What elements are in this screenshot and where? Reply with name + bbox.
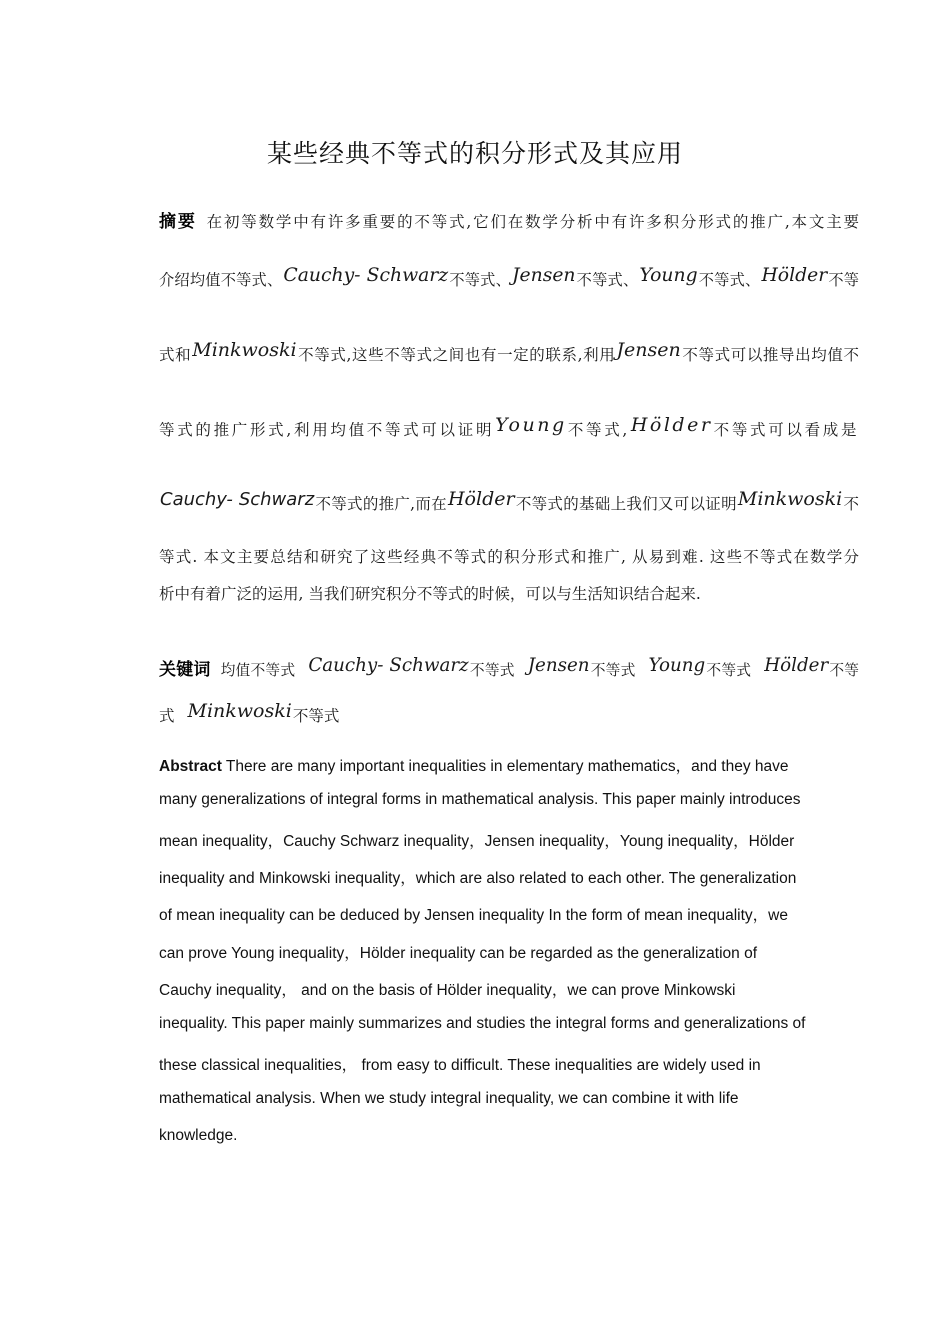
abstract-cn-heading: 摘要 <box>159 212 197 232</box>
math-holder: Hölder <box>447 488 515 510</box>
keywords-heading: 关键词 <box>159 660 211 680</box>
abstract-en-line-7: Cauchy inequality， and on the basis of Hölder inequality，we can prove Minkowski <box>159 982 736 999</box>
text: 在初等数学中有许多重要的不等式,它们在数学分析中有许多积分形式的推广,本文主要 <box>206 213 860 231</box>
abstract-en-heading: Abstract <box>159 758 222 775</box>
math-holder: Hölder <box>761 265 828 286</box>
abstract-cn-line-2 <box>159 265 860 290</box>
math-cauchy-schwarz: Cauchy- Schwarz <box>308 655 469 676</box>
abstract-en-line-4: inequality and Minkowski inequality，which are also related to each other. The generalization <box>159 870 797 887</box>
text: 不等式、 <box>576 271 639 289</box>
text: 不等式可以看成是 <box>713 421 859 439</box>
abstract-cn-line-5 <box>159 488 859 514</box>
math-young: Young <box>639 265 698 286</box>
abstract-en-line-11: knowledge. <box>159 1127 238 1144</box>
abstract-en-line-6: can prove Young inequality，Hölder inequality can be regarded as the generalization of <box>159 945 758 962</box>
abstract-cn-line-1 <box>159 207 859 232</box>
math-holder: Hölder <box>630 414 713 436</box>
text: 不等式, <box>567 421 630 439</box>
page-title: 某些经典不等式的积分形式及其应用 <box>266 139 683 168</box>
abstract-cn-line-6: 等式. 本文主要总结和研究了这些经典不等式的积分形式和推广, 从易到难. 这些不等式在数学分 <box>159 548 859 566</box>
keyword: 式 <box>159 707 175 725</box>
text: 不等式、 <box>449 271 512 289</box>
math-jensen: Jensen <box>527 655 590 676</box>
text: 不等式、 <box>698 271 761 289</box>
math-holder: Hölder <box>764 655 829 676</box>
text: 不 <box>843 495 859 513</box>
keyword: 不等式 <box>590 662 636 679</box>
text: 不等式可以推导出均值不 <box>681 346 859 364</box>
math-young: Young <box>648 655 706 676</box>
abstract-en-line-1 <box>159 754 859 776</box>
keyword: 不等式 <box>706 662 752 679</box>
keyword: 不等式 <box>469 662 515 679</box>
abstract-en-line-10: mathematical analysis. When we study integral inequality, we can combine it with life <box>159 1090 739 1107</box>
text: 不等式的基础上我们又可以证明 <box>515 495 737 513</box>
keywords-line-1 <box>159 655 859 680</box>
math-minkwoski: Minkwoski <box>192 339 297 361</box>
abstract-en-line-2: many generalizations of integral forms in mathematical analysis. This paper mainly introduces <box>159 791 801 808</box>
math-minkwoski: Minkwoski <box>737 488 843 510</box>
math-jensen: Jensen <box>616 339 681 361</box>
keywords-line-2 <box>159 700 859 726</box>
keyword: 不等式 <box>292 707 340 725</box>
abstract-en-line-5: of mean inequality can be deduced by Jensen inequality In the form of mean inequality，we <box>159 907 788 924</box>
math-jensen: Jensen <box>512 265 576 286</box>
keyword: 不等 <box>829 662 860 679</box>
abstract-en-line-9: these classical inequalities， from easy to difficult. These inequalities are widely used in <box>159 1057 761 1074</box>
math-cauchy-schwarz: Cauchy- Schwarz <box>160 489 315 510</box>
abstract-cn-line-3 <box>159 339 859 365</box>
math-minkwoski: Minkwoski <box>187 700 292 722</box>
keyword: 均值不等式 <box>220 662 296 679</box>
abstract-en-line-8: inequality. This paper mainly summarizes and studies the integral forms and generalizations of <box>159 1015 806 1032</box>
text: 不等式,这些不等式之间也有一定的联系,利用 <box>297 346 616 364</box>
abstract-cn-line-7: 析中有着广泛的运用, 当我们研究积分不等式的时候，可以与生活知识结合起来. <box>159 585 701 603</box>
abstract-cn-line-4 <box>159 414 859 440</box>
text: 不等式的推广,而在 <box>315 495 447 513</box>
text: 式和 <box>159 346 192 364</box>
text: 介绍均值不等式、 <box>159 271 283 289</box>
text: 等式的推广形式,利用均值不等式可以证明 <box>159 421 495 439</box>
math-young: Young <box>495 414 567 436</box>
text: 不等 <box>828 271 860 289</box>
text: There are many important inequalities in elementary mathematics，and they have <box>225 758 789 775</box>
math-cauchy-schwarz: Cauchy- Schwarz <box>283 265 449 286</box>
abstract-en-line-3: mean inequality，Cauchy Schwarz inequality，Jensen inequality，Young inequality，Hölder <box>159 833 795 850</box>
